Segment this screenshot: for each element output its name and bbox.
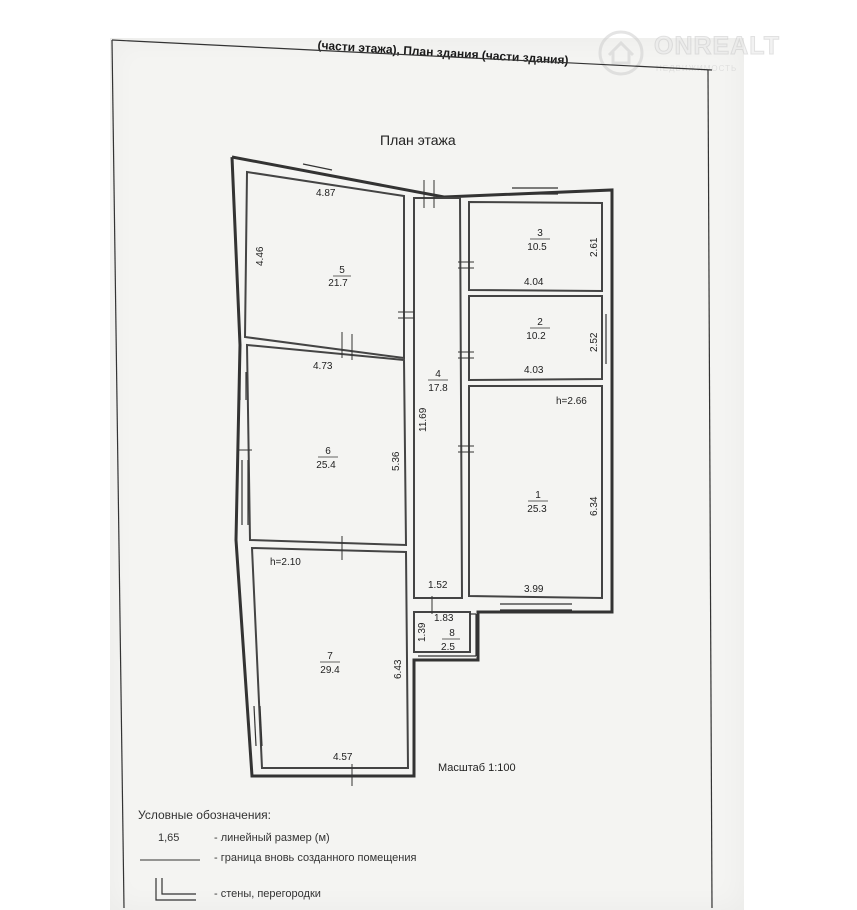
room-7-number: 7 <box>327 651 333 662</box>
dim-room6-height: 5.36 <box>391 451 402 471</box>
exterior-walls <box>232 157 612 776</box>
document-frame <box>112 40 712 908</box>
legend-symbol-dimension: 1,65 <box>158 832 180 844</box>
dim-room4-length: 11.69 <box>418 407 429 432</box>
legend-item-walls: - стены, перегородки <box>214 888 321 900</box>
room-5-number: 5 <box>339 265 345 276</box>
dimension-labels <box>255 188 600 763</box>
room-1-area: 25.3 <box>527 504 547 515</box>
dim-room8-width: 1.83 <box>434 613 454 624</box>
room-5-area: 21.7 <box>328 278 348 289</box>
room-7-label <box>320 651 340 676</box>
room-5-label <box>328 265 351 289</box>
dim-room7-height: 6.43 <box>393 659 404 679</box>
dim-room2-height: 2.52 <box>589 332 600 352</box>
dim-room5-width: 4.87 <box>316 188 336 199</box>
room-5-outline <box>245 172 404 358</box>
dim-room3-width: 4.04 <box>524 277 544 288</box>
room-6-area: 25.4 <box>316 460 336 471</box>
dim-room1-height: 6.34 <box>589 496 600 516</box>
room-2-number: 2 <box>537 317 543 328</box>
room-8-number: 8 <box>449 628 455 639</box>
room-4-outline <box>414 198 462 598</box>
interior-walls <box>245 172 602 768</box>
dim-room2-width: 4.03 <box>524 365 544 376</box>
dim-room6-width: 4.73 <box>313 361 333 372</box>
dim-room8-height: 1.39 <box>417 622 428 642</box>
room-6-outline <box>247 345 406 545</box>
door-marks <box>238 180 474 786</box>
room-2-label <box>526 317 550 342</box>
room-6-number: 6 <box>325 446 331 457</box>
room-1-label <box>527 490 548 515</box>
plan-title: План этажа <box>380 132 456 148</box>
room-4-number: 4 <box>435 369 441 380</box>
legend-item-new-room-boundary: - граница вновь созданного помещения <box>214 852 417 864</box>
legend-heading: Условные обозначения: <box>138 808 271 822</box>
scale-label: Масштаб 1:100 <box>438 762 516 774</box>
dim-room7-width: 4.57 <box>333 752 353 763</box>
room-4-label <box>428 369 448 394</box>
watermark-name: ONREALT <box>654 32 780 60</box>
room-3-area: 10.5 <box>527 242 547 253</box>
legend-item-dimension: - линейный размер (м) <box>214 832 330 844</box>
room-1-number: 1 <box>535 490 541 501</box>
room-8-area: 2.5 <box>441 642 455 653</box>
dim-room3-height: 2.61 <box>589 237 600 257</box>
room-4-area: 17.8 <box>428 383 448 394</box>
dim-room1-ceiling: h=2.66 <box>556 396 587 407</box>
room-2-area: 10.2 <box>526 331 546 342</box>
dim-room8-top: 1.52 <box>428 580 448 591</box>
room-3-number: 3 <box>537 228 543 239</box>
room-6-label <box>316 446 338 471</box>
room-7-area: 29.4 <box>320 665 340 676</box>
dim-room1-width: 3.99 <box>524 584 544 595</box>
room-3-label <box>527 228 550 253</box>
room-8-label <box>441 628 460 653</box>
document-header-title: (части этажа), План здания (части здания) <box>317 38 569 68</box>
dim-room5-height: 4.46 <box>255 246 266 266</box>
dim-room7-ceiling: h=2.10 <box>270 557 301 568</box>
legend-symbols <box>140 860 200 900</box>
watermark-subtitle: НЕДВИЖИМОСТЬ <box>656 64 738 73</box>
